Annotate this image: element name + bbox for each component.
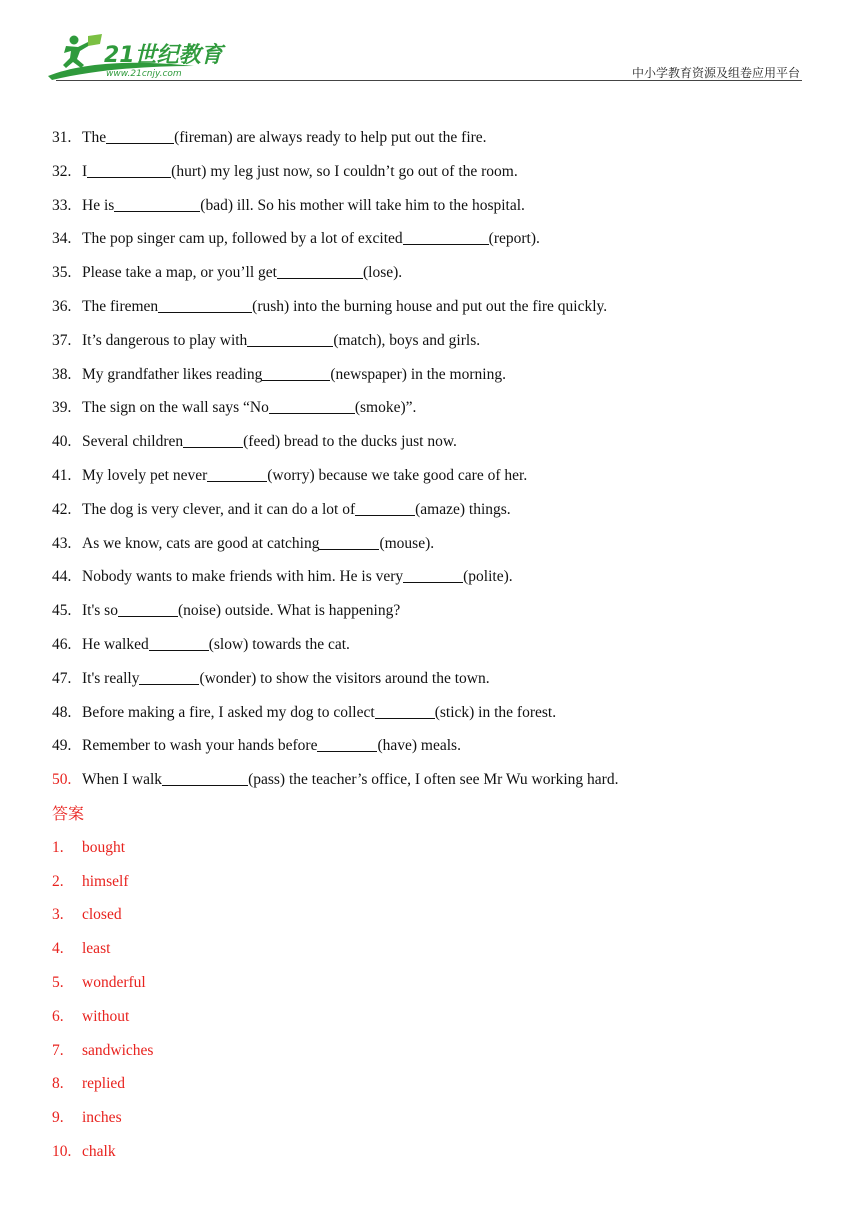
question-text-before: Several children bbox=[82, 433, 184, 451]
question-number: 50. bbox=[52, 771, 72, 789]
question-text-after: (fireman) are always ready to help put out the fire. bbox=[174, 129, 487, 146]
question-text-before: The dog is very clever, and it can do a lot of bbox=[82, 500, 356, 518]
question-number: 47. bbox=[52, 669, 72, 687]
question-text-after: (feed) bread to the ducks just now. bbox=[243, 433, 457, 451]
answer-item bbox=[52, 898, 812, 932]
question-text-after: (smoke)”. bbox=[354, 399, 417, 417]
question-text-before: Remember to wash your hands before bbox=[82, 737, 318, 755]
answer-number: 9. bbox=[52, 1109, 64, 1127]
answer-blank bbox=[87, 161, 171, 178]
question-text-after: (polite). bbox=[463, 568, 513, 586]
answer-number: 8. bbox=[52, 1075, 64, 1093]
answer-text: without bbox=[82, 1007, 130, 1025]
document-body bbox=[52, 121, 812, 1169]
question-text-before: It's so bbox=[82, 602, 118, 620]
question-text-before: It’s dangerous to play with bbox=[82, 331, 248, 349]
question-text-before: It's really bbox=[82, 669, 140, 687]
answer-text: replied bbox=[82, 1075, 126, 1093]
question-item bbox=[52, 121, 812, 155]
answer-number: 6. bbox=[52, 1007, 64, 1025]
question-text-before: He walked bbox=[82, 635, 149, 653]
question-text-before: When I walk bbox=[82, 771, 163, 789]
answer-blank bbox=[118, 601, 178, 618]
answer-blank bbox=[114, 195, 200, 212]
question-number: 32. bbox=[52, 162, 72, 180]
question-number: 45. bbox=[52, 602, 72, 620]
answer-text: sandwiches bbox=[82, 1041, 154, 1059]
answer-number: 10. bbox=[52, 1142, 72, 1160]
answer-blank bbox=[162, 770, 248, 787]
question-text-after: (report). bbox=[488, 230, 540, 248]
question-text-before: He is bbox=[82, 196, 115, 214]
page-header bbox=[0, 0, 860, 90]
answer-blank bbox=[317, 736, 377, 753]
header-platform-text: 中小学教育资源及组卷应用平台 bbox=[631, 66, 800, 80]
question-number: 42. bbox=[52, 500, 72, 518]
svg-text:www.21cnjy.com: www.21cnjy.com bbox=[106, 69, 182, 79]
answer-item bbox=[52, 966, 812, 1000]
question-number: 35. bbox=[52, 264, 72, 282]
answer-text: inches bbox=[82, 1109, 122, 1127]
question-item bbox=[52, 155, 812, 189]
answer-item bbox=[52, 932, 812, 966]
answer-item bbox=[52, 831, 812, 865]
answer-blank bbox=[183, 432, 243, 449]
question-item bbox=[52, 391, 812, 425]
question-item bbox=[52, 594, 812, 628]
question-number: 49. bbox=[52, 737, 72, 755]
answer-text: wonderful bbox=[82, 973, 146, 991]
question-text-after: (hurt) my leg just now, so I couldn’t go out of the room. bbox=[171, 162, 518, 180]
question-text-before: The sign on the wall says “No bbox=[82, 399, 269, 417]
question-number: 37. bbox=[52, 331, 72, 349]
answer-blank bbox=[158, 296, 252, 313]
question-text-after: (have) meals. bbox=[377, 737, 461, 755]
answer-item bbox=[52, 1101, 812, 1135]
answer-item bbox=[52, 1000, 812, 1034]
answer-blank bbox=[106, 128, 174, 145]
question-text-before: Please take a map, or you’ll get bbox=[82, 264, 277, 282]
question-item bbox=[52, 256, 812, 290]
question-text-after: (pass) the teacher’s office, I often see Mr Wu working hard. bbox=[248, 771, 619, 789]
question-item bbox=[52, 493, 812, 527]
answer-text: closed bbox=[82, 906, 122, 924]
answer-item bbox=[52, 1067, 812, 1101]
question-item bbox=[52, 763, 812, 797]
question-item bbox=[52, 425, 812, 459]
answer-item bbox=[52, 1135, 812, 1169]
answer-blank bbox=[355, 499, 415, 516]
question-number: 39. bbox=[52, 399, 72, 417]
question-number: 46. bbox=[52, 635, 72, 653]
question-number: 43. bbox=[52, 534, 72, 552]
question-number: 36. bbox=[52, 297, 72, 315]
answer-blank bbox=[375, 702, 435, 719]
question-item bbox=[52, 222, 812, 256]
question-number: 44. bbox=[52, 568, 72, 586]
answer-blank bbox=[403, 229, 489, 246]
question-number: 31. bbox=[52, 129, 72, 146]
question-item bbox=[52, 290, 812, 324]
question-item bbox=[52, 662, 812, 696]
answer-blank bbox=[269, 398, 355, 415]
question-item bbox=[52, 358, 812, 392]
answer-blank bbox=[207, 465, 267, 482]
question-item bbox=[52, 527, 812, 561]
answer-text: chalk bbox=[82, 1142, 116, 1160]
question-text-before: My lovely pet never bbox=[82, 466, 208, 484]
answer-item bbox=[52, 865, 812, 899]
question-number: 40. bbox=[52, 433, 72, 451]
question-text-before: The pop singer cam up, followed by a lot of excited bbox=[82, 230, 403, 248]
answer-blank bbox=[277, 263, 363, 280]
question-text-after: (amaze) things. bbox=[415, 500, 511, 518]
question-item bbox=[52, 189, 812, 223]
answer-blank bbox=[403, 567, 463, 584]
question-text-after: (rush) into the burning house and put out the fire quickly. bbox=[252, 297, 608, 315]
question-text-after: (noise) outside. What is happening? bbox=[177, 602, 401, 620]
question-number: 34. bbox=[52, 230, 72, 248]
answer-number: 7. bbox=[52, 1041, 64, 1059]
question-text-after: (worry) because we take good care of her. bbox=[267, 466, 528, 484]
question-item bbox=[52, 324, 812, 358]
question-text-before: I bbox=[82, 162, 88, 180]
question-number: 38. bbox=[52, 365, 72, 383]
answer-list bbox=[52, 831, 812, 1169]
answer-number: 1. bbox=[52, 838, 64, 856]
question-item bbox=[52, 696, 812, 730]
question-number: 41. bbox=[52, 466, 72, 484]
svg-text:21世纪教育: 21世纪教育 bbox=[104, 43, 223, 68]
question-text-after: (newspaper) in the morning. bbox=[330, 365, 506, 383]
question-item bbox=[52, 729, 812, 763]
question-text-before: As we know, cats are good at catching bbox=[82, 534, 320, 552]
question-item bbox=[52, 560, 812, 594]
answer-number: 4. bbox=[52, 940, 64, 958]
question-text-before: The bbox=[82, 129, 107, 146]
question-item bbox=[52, 459, 812, 493]
question-number: 33. bbox=[52, 196, 72, 214]
header-divider bbox=[56, 80, 802, 81]
21cnjy-logo bbox=[44, 32, 234, 82]
answer-blank bbox=[139, 668, 199, 685]
answer-text: himself bbox=[82, 872, 129, 890]
question-text-after: (wonder) to show the visitors around the town. bbox=[199, 669, 490, 687]
answer-item bbox=[52, 1034, 812, 1068]
question-text-after: (slow) towards the cat. bbox=[208, 635, 350, 653]
answer-blank bbox=[247, 330, 333, 347]
answer-number: 2. bbox=[52, 872, 64, 890]
question-text-after: (bad) ill. So his mother will take him to the hospital. bbox=[200, 196, 525, 214]
question-text-before: Before making a fire, I asked my dog to collect bbox=[82, 703, 375, 721]
answer-number: 3. bbox=[52, 906, 64, 924]
question-list bbox=[52, 121, 812, 797]
answer-blank bbox=[149, 634, 209, 651]
answer-number: 5. bbox=[52, 973, 64, 991]
answer-text: bought bbox=[82, 838, 126, 856]
question-number: 48. bbox=[52, 703, 72, 721]
answers-title: 答案 bbox=[52, 803, 85, 823]
answer-blank bbox=[262, 364, 330, 381]
question-text-before: My grandfather likes reading bbox=[82, 365, 263, 383]
question-text-after: (lose). bbox=[362, 264, 403, 282]
question-text-before: Nobody wants to make friends with him. He is very bbox=[82, 568, 404, 586]
question-item bbox=[52, 628, 812, 662]
answer-text: least bbox=[82, 940, 111, 958]
question-text-after: (mouse). bbox=[379, 534, 435, 552]
answer-blank bbox=[319, 533, 379, 550]
question-text-before: The firemen bbox=[82, 297, 159, 315]
question-text-after: (stick) in the forest. bbox=[434, 703, 557, 721]
question-text-after: (match), boys and girls. bbox=[333, 331, 481, 349]
